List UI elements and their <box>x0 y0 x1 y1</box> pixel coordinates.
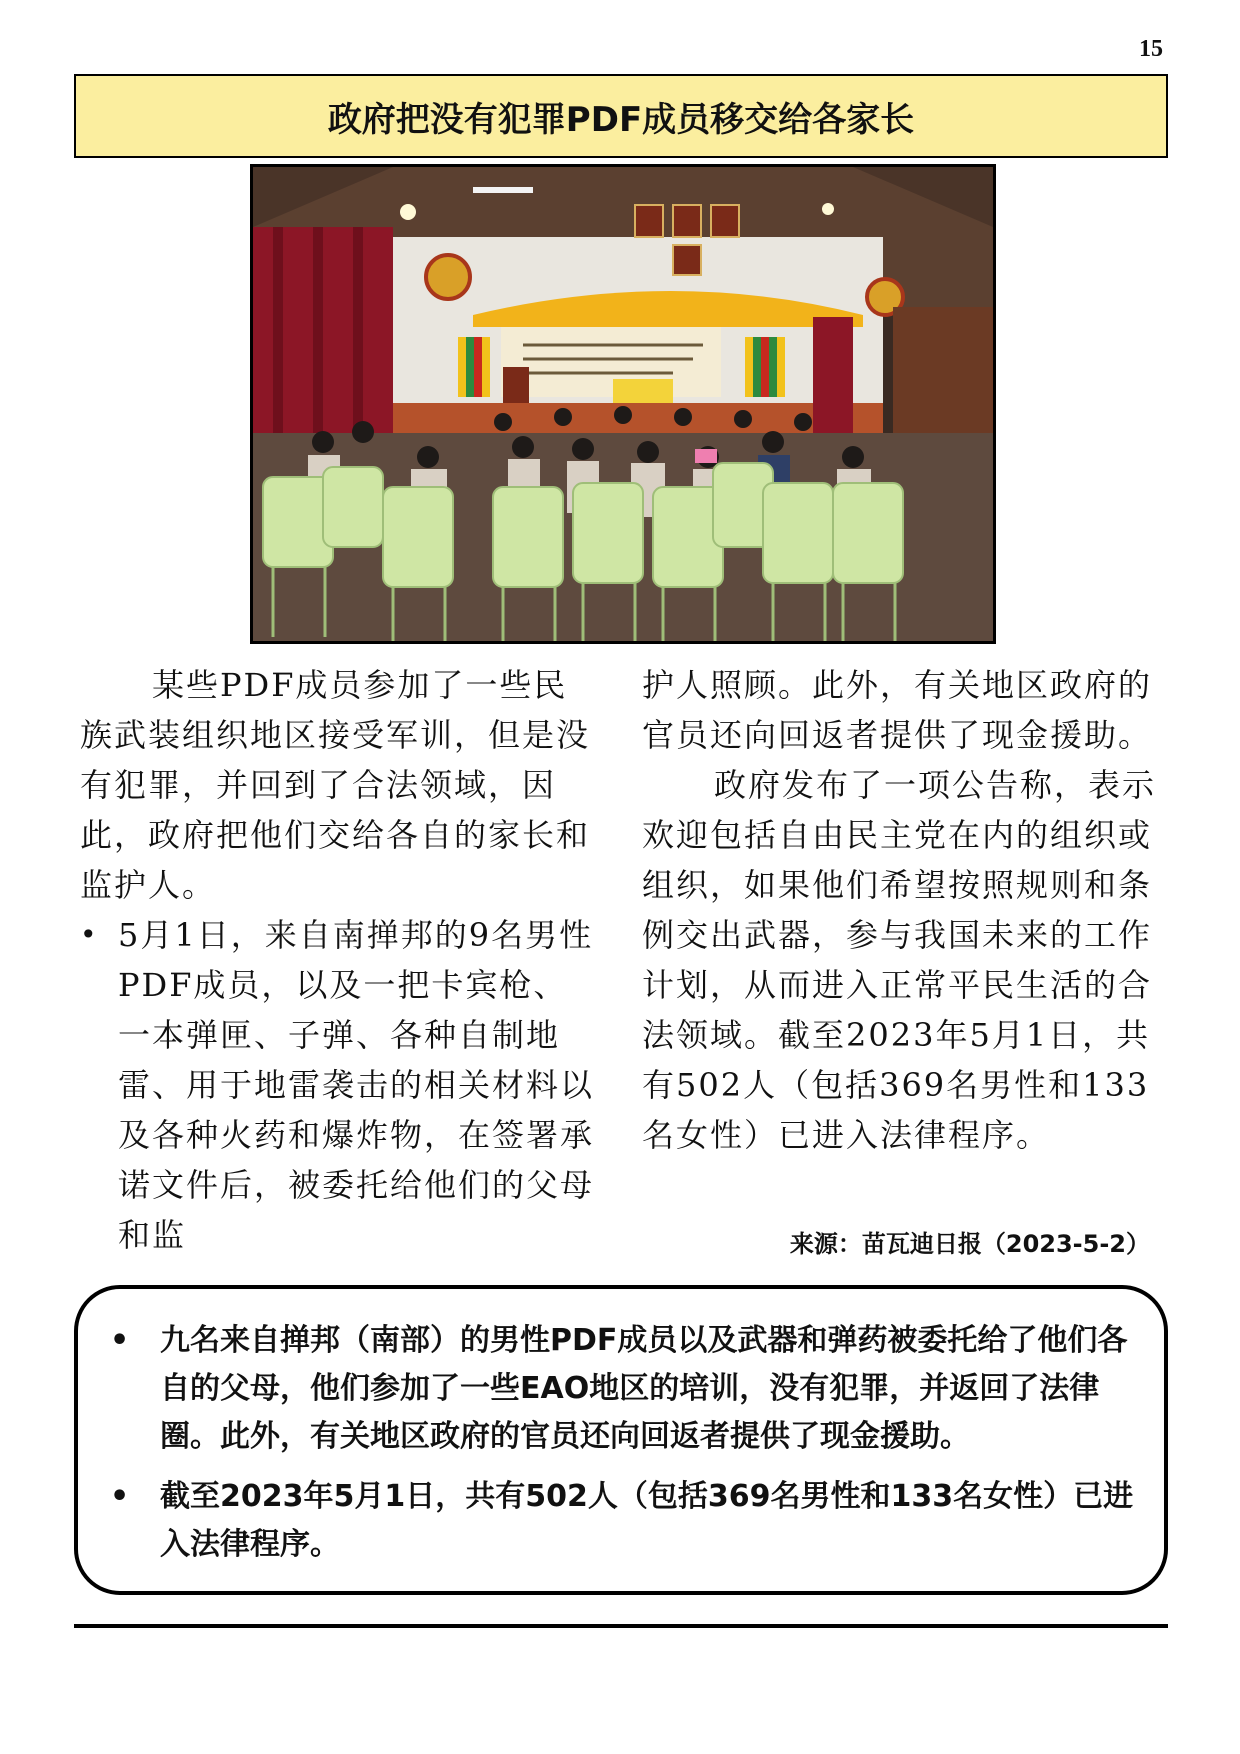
announcement-paragraph: 政府发布了一项公告称，表示欢迎包括自由民主党在内的组织或组织，如果他们希望按照规则和条例交出武器，参与我国未来的工作计划，从而进入正常平民生活的合法领域。截至2023年5月1日，共有502人（包括369名男性和133名女性）已进入法律程序。 <box>642 766 1157 1154</box>
intro-paragraph: 某些PDF成员参加了一些民族武装组织地区接受军训，但是没有犯罪，并回到了合法领域，因此，政府把他们交给各自的家长和监护人。 <box>80 666 591 904</box>
summary-text: 九名来自掸邦（南部）的男性PDF成员以及武器和弹药被委托给了他们各自的父母，他们参加了一些EAO地区的培训，没有犯罪，并返回了法律圈。此外，有关地区政府的官员还向回返者提供了现金援助。 <box>160 1323 1128 1454</box>
bullet-paragraph <box>80 910 600 1260</box>
right-column <box>642 660 1162 1160</box>
bullet-icon: • <box>80 918 99 951</box>
page-number: 15 <box>1139 36 1163 62</box>
summary-box <box>74 1285 1168 1595</box>
bottom-divider <box>74 1624 1168 1628</box>
photo-ceremony-hall-icon <box>253 167 993 641</box>
news-photo <box>250 164 996 644</box>
bullet-text: 5月1日，来自南掸邦的9名男性PDF成员，以及一把卡宾枪、一本弹匣、子弹、各种自制地雷、用于地雷袭击的相关材料以及各种火药和爆炸物，在签署承诺文件后，被委托给他们的父母和监 <box>118 916 595 1254</box>
source-citation: 来源：苗瓦迪日报（2023-5-2） <box>789 1230 1150 1258</box>
bullet-icon: • <box>110 1479 130 1514</box>
title-banner <box>74 74 1168 158</box>
page-title: 政府把没有犯罪PDF成员移交给各家长 <box>327 99 915 140</box>
continuation-paragraph: 护人照顾。此外，有关地区政府的官员还向回返者提供了现金援助。 <box>642 666 1153 754</box>
summary-item <box>104 1473 1134 1569</box>
bullet-icon: • <box>110 1323 130 1358</box>
summary-item <box>104 1317 1134 1461</box>
left-column <box>80 660 600 1260</box>
summary-text: 截至2023年5月1日，共有502人（包括369名男性和133名女性）已进入法律程序。 <box>160 1479 1134 1562</box>
